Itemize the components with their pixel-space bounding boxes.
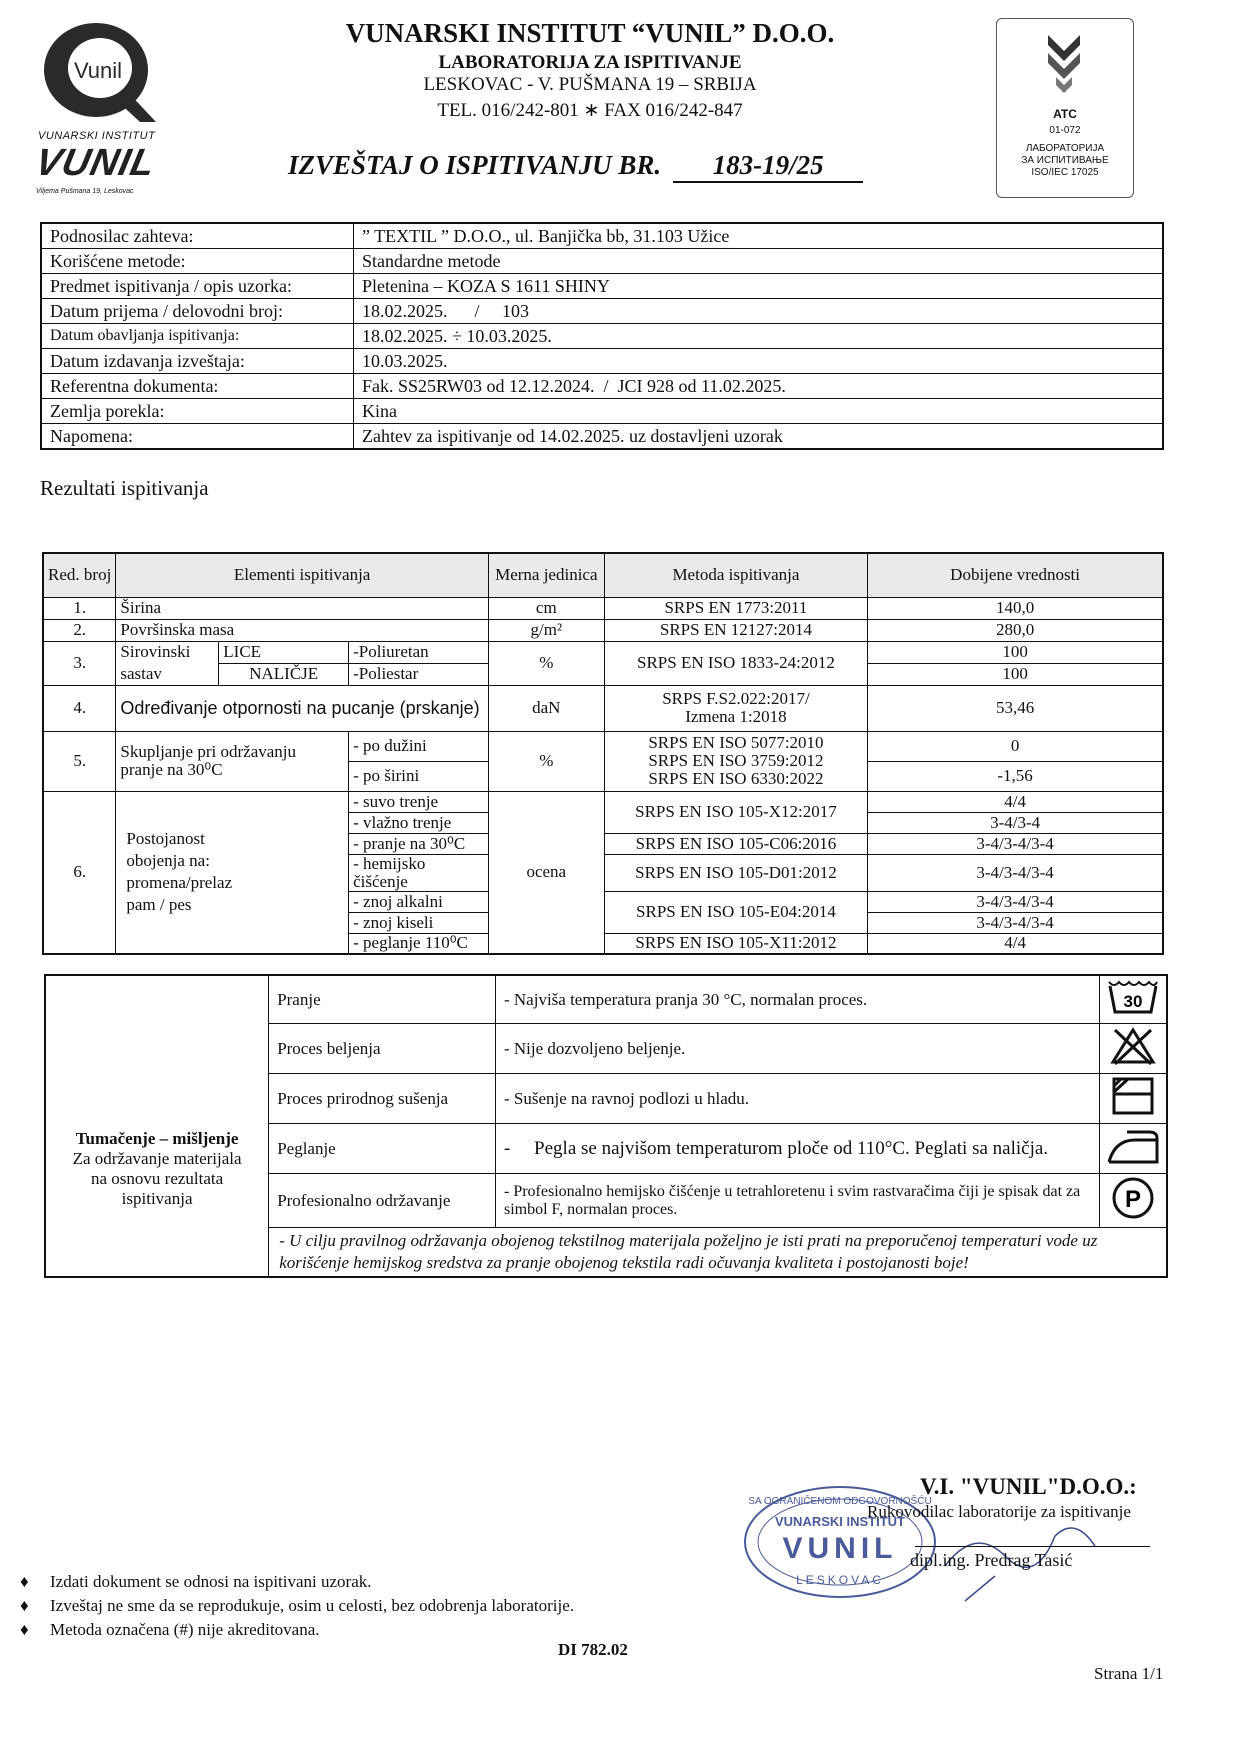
table-row: 3. Sirovinski LICE -Poliuretan % SRPS EN ISO 1833-24:2012 100 xyxy=(43,641,1163,663)
table-row: sastav NALIČJE -Poliestar 100 xyxy=(43,663,1163,685)
table-row: 6. Postojanost obojenja na: promena/prelaz pam / pes - suvo trenje ocena SRPS EN ISO 105-X12:2017 4/4 xyxy=(43,791,1163,812)
professional-dry-clean-icon xyxy=(1110,1176,1156,1220)
lab-name: LABORATORIJA ZA ISPITIVANJE xyxy=(438,52,742,73)
svg-text:LESKOVAC: LESKOVAC xyxy=(796,1573,884,1587)
atc-label: ATC xyxy=(1053,107,1077,121)
signature-name: dipl.ing. Predrag Tasić xyxy=(910,1550,1073,1570)
atc-mark-icon xyxy=(1042,31,1088,101)
table-row: 2. Površinska masa g/m² SRPS EN 12127:2014 280,0 xyxy=(43,619,1163,641)
document-code: DI 782.02 xyxy=(558,1640,628,1659)
wash-30-icon xyxy=(1106,978,1160,1016)
signature-company: V.I. "VUNIL"D.O.O.: xyxy=(920,1474,1137,1499)
table-row: - po širini -1,56 xyxy=(43,761,1163,791)
table-row: - peglanje 110⁰C SRPS EN ISO 105-X11:2012 4/4 xyxy=(43,933,1163,954)
svg-text:P: P xyxy=(1125,1186,1142,1213)
footer-bullet: ♦ Izdati dokument se odnosi na ispitivani uzorak. xyxy=(20,1572,372,1591)
table-row: - hemijsko čišćenje SRPS EN ISO 105-D01:2012 3-4/3-4/3-4 xyxy=(43,854,1163,891)
table-row: - znoj alkalni SRPS EN ISO 105-E04:2014 3-4/3-4/3-4 xyxy=(43,891,1163,912)
care-row: Proces beljenja - Nije dozvoljeno beljenje. xyxy=(45,1024,1167,1074)
info-row: Predmet ispitivanja / opis uzorka: Pletenina – KOZA S 1611 SHINY xyxy=(41,274,1163,299)
request-info-table xyxy=(40,222,1164,450)
care-row: Profesionalno održavanje - Profesionalno hemijsko čišćenje u tetrahloretenu i svim rastvaračima čiji je spisak dat za simbol F, normalan proces. P xyxy=(45,1174,1167,1228)
svg-text:30: 30 xyxy=(1123,992,1143,1011)
info-row: Korišćene metode: Standardne metode xyxy=(41,249,1163,274)
company-stamp xyxy=(740,1482,940,1602)
signature-line xyxy=(915,1546,1150,1547)
info-row: Datum prijema / delovodni broj: 18.02.2025. / 103 xyxy=(41,299,1163,324)
table-row: - pranje na 30⁰C SRPS EN ISO 105-C06:2016 3-4/3-4/3-4 xyxy=(43,833,1163,854)
svg-text:SA OGRANIČENOM ODGOVORNOŠĆU: SA OGRANIČENOM ODGOVORNOŠĆU xyxy=(748,1496,932,1507)
footer-bullet: ♦ Izveštaj ne sme da se reprodukuje, osim u celosti, bez odobrenja laboratorije. xyxy=(20,1596,574,1615)
table-row: 1. Širina cm SRPS EN 1773:2011 140,0 xyxy=(43,597,1163,619)
info-row: Podnosilac zahteva: ” TEXTIL ” D.O.O., ul. Banjička bb, 31.103 Užice xyxy=(41,223,1163,249)
info-row: Zemlja porekla: Kina xyxy=(41,399,1163,424)
care-title: Tumačenje – mišljenje xyxy=(75,1129,239,1148)
logo-subtitle: VUNARSKI INSTITUT xyxy=(38,130,156,142)
care-row: Peglanje - Pegla se najvišom temperaturom ploče od 110°C. Peglati sa naličja. xyxy=(45,1124,1167,1174)
footer-bullet: ♦ Metoda označena (#) nije akreditovana. xyxy=(20,1620,320,1639)
care-note: - U cilju pravilnog održavanja obojenog tekstilnog materijala poželjno je isti prati na preporučenoj temperaturi vode uz korišćenje hemijskog sredstva za pranje obojenog tekstila radi očuvanja kvaliteta i postojanosti boje! xyxy=(269,1228,1167,1278)
page-number: Strana 1/1 xyxy=(1094,1664,1164,1683)
info-row: Datum izdavanja izveštaja: 10.03.2025. xyxy=(41,349,1163,374)
accreditation-badge xyxy=(996,18,1134,198)
care-instructions-table xyxy=(44,974,1168,1278)
report-number: 183-19/25 xyxy=(673,150,863,183)
report-label: IZVEŠTAJ O ISPITIVANJU BR. xyxy=(288,150,662,180)
logo-address: Viljema Pušmana 19, Leskovac xyxy=(36,188,134,195)
results-title: Rezultati ispitivanja xyxy=(40,476,209,500)
info-row: Referentna dokumenta: Fak. SS25RW03 od 12.12.2024. / JCI 928 od 11.02.2025. xyxy=(41,374,1163,399)
dry-flat-shade-icon xyxy=(1110,1076,1156,1116)
address: LESKOVAC - V. PUŠMANA 19 – SRBIJA xyxy=(423,74,757,95)
no-bleach-icon xyxy=(1109,1026,1157,1066)
institute-name: VUNARSKI INSTITUT “VUNIL” D.O.O. xyxy=(345,18,835,48)
iron-icon xyxy=(1105,1126,1161,1166)
logo-wordmark: VUNIL xyxy=(31,142,160,184)
signature-role: Rukovodilac laboratorije za ispitivanje xyxy=(867,1502,1131,1521)
atc-code: 01-072 xyxy=(1049,125,1081,136)
results-table xyxy=(42,552,1164,955)
atc-text: ЛАБОРАТОРИЈА ЗА ИСПИТИВАЊЕ ISO/IEC 17025 xyxy=(1021,143,1109,178)
results-header: Red. broj Elementi ispitivanja Merna jedinica Metoda ispitivanja Dobijene vrednosti xyxy=(43,553,1163,597)
care-row: Tumačenje – mišljenje Za održavanje materijala na osnovu rezultata ispitivanja Pranje - Najviša temperatura pranja 30 °C, normalan proces. 30 xyxy=(45,975,1167,1024)
table-row: - vlažno trenje 3-4/3-4 xyxy=(43,812,1163,833)
table-row: 4. Određivanje otpornosti na pucanje (prskanje) daN SRPS F.S2.022:2017/ Izmena 1:2018 53,46 xyxy=(43,685,1163,731)
table-row: - znoj kiseli 3-4/3-4/3-4 xyxy=(43,912,1163,933)
svg-text:VUNARSKI INSTITUT: VUNARSKI INSTITUT xyxy=(775,1514,905,1529)
svg-text:VUNIL: VUNIL xyxy=(782,1532,898,1565)
care-row: Proces prirodnog sušenja - Sušenje na ravnoj podlozi u hladu. xyxy=(45,1074,1167,1124)
vunil-logo xyxy=(38,18,162,126)
info-row: Datum obavljanja ispitivanja: 18.02.2025. ÷ 10.03.2025. xyxy=(41,324,1163,349)
phone-fax: TEL. 016/242-801 ∗ FAX 016/242-847 xyxy=(437,100,743,121)
report-title xyxy=(288,150,863,183)
info-row: Napomena: Zahtev za ispitivanje od 14.02.2025. uz dostavljeni uzorak xyxy=(41,424,1163,450)
table-row: 5. Skupljanje pri održavanju pranje na 30⁰C - po dužini % SRPS EN ISO 5077:2010 SRPS EN ISO 3759:2012 SRPS EN ISO 6330:2022 0 xyxy=(43,731,1163,761)
logo-name: Vunil xyxy=(73,58,123,83)
